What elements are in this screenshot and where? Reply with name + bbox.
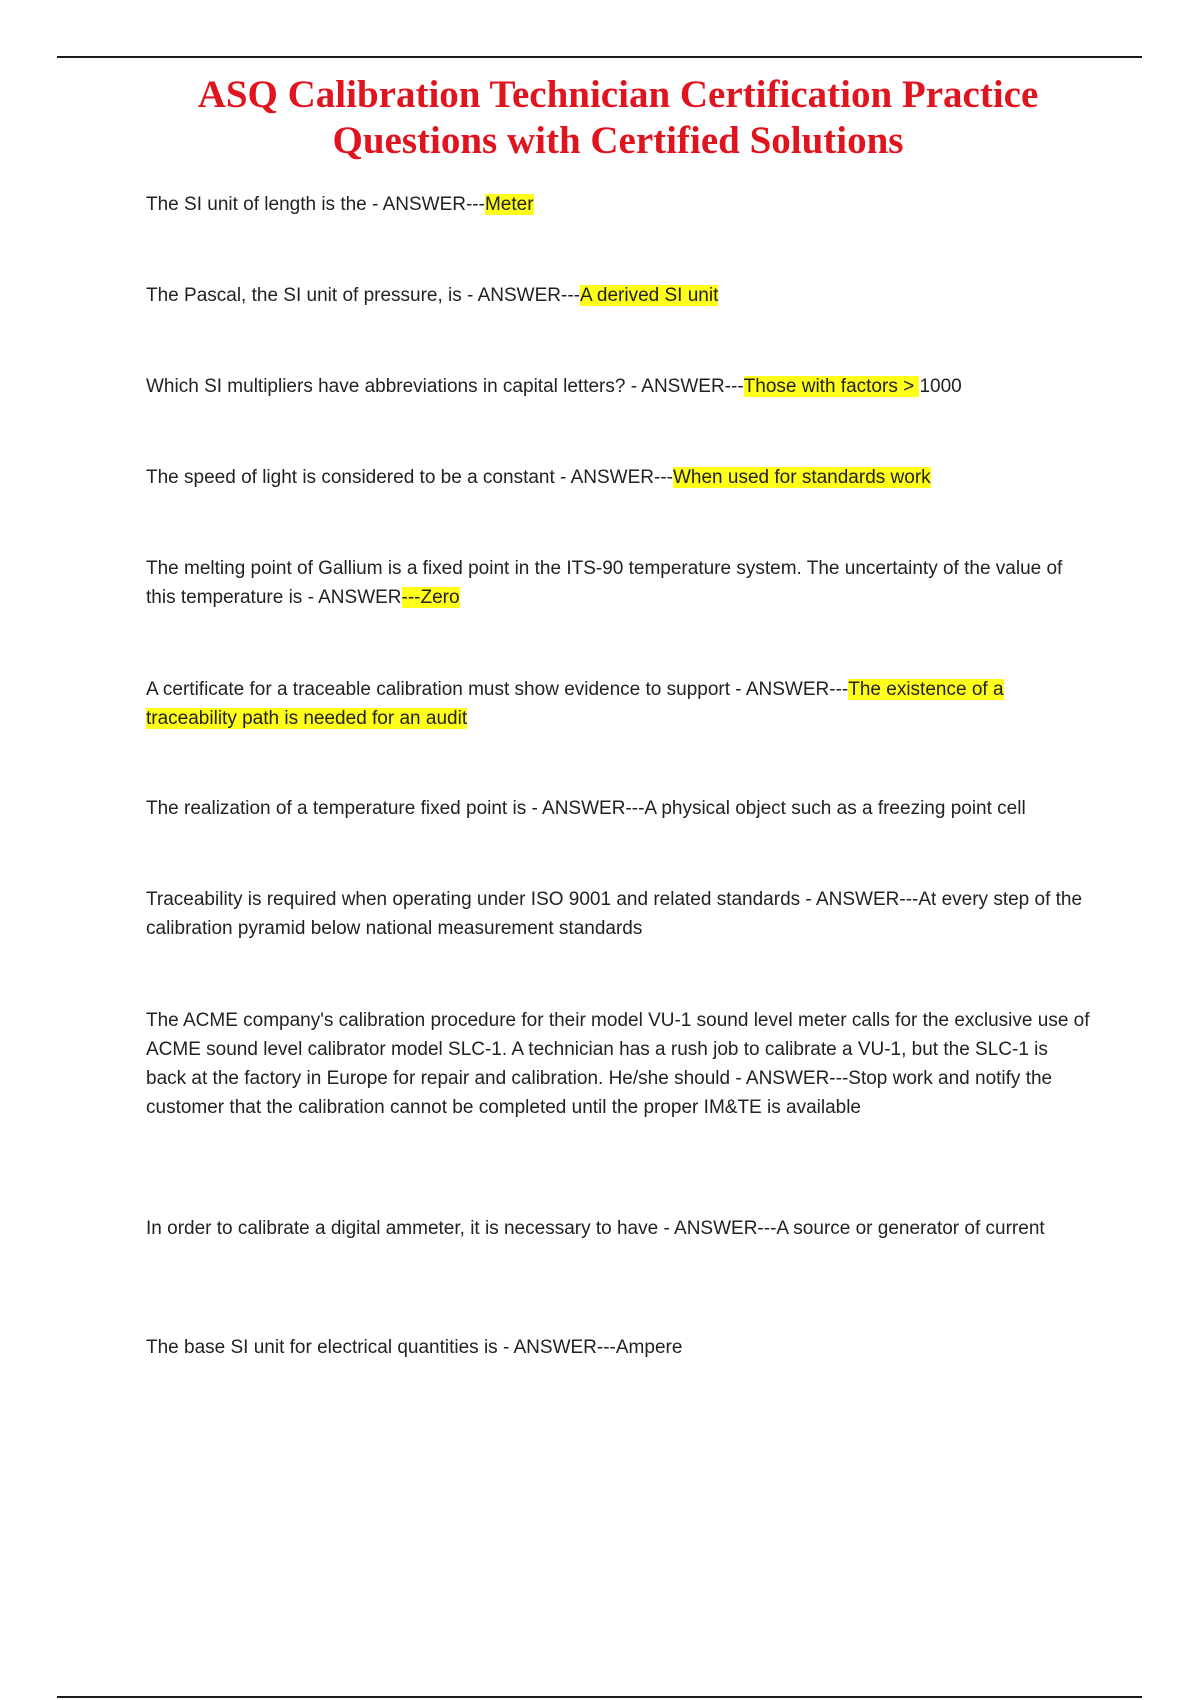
qa-item-4: [146, 463, 1091, 492]
qa-question: The melting point of Gallium is a fixed point in the ITS-90 temperature system. The uncertainty of the value of this temperature is - ANSWER: [146, 558, 1063, 608]
qa-question: Traceability is required when operating under ISO 9001 and related standards - ANSWER---At every step of the calibration pyramid below national measurement standards: [146, 889, 1083, 939]
document-title: [0, 72, 1200, 164]
qa-answer-highlight: The existence of a traceability path is needed for an audit: [146, 679, 1004, 729]
qa-question: Which SI multipliers have abbreviations in capital letters? - ANSWER---: [146, 376, 744, 397]
qa-answer-highlight: Meter: [484, 194, 534, 215]
qa-question: The base SI unit for electrical quantities is - ANSWER---Ampere: [146, 1337, 683, 1358]
qa-item-6: [146, 675, 1091, 733]
qa-answer-highlight: Those with factors >: [743, 376, 920, 397]
qa-answer-plain: 1000: [919, 376, 962, 397]
qa-item-2: [146, 281, 1091, 310]
qa-question: The Pascal, the SI unit of pressure, is - ANSWER---: [146, 285, 580, 306]
qa-item-3: [146, 372, 1091, 401]
qa-item-1: [146, 190, 1091, 219]
title-line-1: ASQ Calibration Technician Certification Practice: [197, 73, 1039, 116]
qa-item-11: [146, 1333, 1091, 1362]
qa-item-10: [146, 1214, 1091, 1243]
qa-question: The SI unit of length is the - ANSWER---: [146, 194, 485, 215]
qa-question: A certificate for a traceable calibration must show evidence to support - ANSWER---: [146, 679, 849, 700]
qa-question: The speed of light is considered to be a constant - ANSWER---: [146, 467, 673, 488]
title-line-2: Questions with Certified Solutions: [332, 119, 904, 162]
qa-item-8: [146, 885, 1091, 943]
qa-answer-highlight: A derived SI unit: [579, 285, 719, 306]
qa-item-7: [146, 794, 1091, 823]
top-rule: [57, 56, 1142, 58]
qa-answer-highlight: When used for standards work: [672, 467, 931, 488]
qa-answer-highlight: ---Zero: [401, 587, 460, 608]
bottom-rule: [57, 1696, 1142, 1698]
qa-question: In order to calibrate a digital ammeter, it is necessary to have - ANSWER---A source or generator of current: [146, 1218, 1045, 1239]
qa-item-9: [146, 1006, 1091, 1122]
qa-question: The ACME company's calibration procedure for their model VU-1 sound level meter calls for the exclusive use of ACME sound level calibrator model SLC-1. A technician has a rush job to calibrate a VU-1, but the SLC-1 is back at the factory in Europe for repair and calibration. He/she should - ANSWER---Stop work and notify the customer that the calibration cannot be completed until the proper IM&TE is available: [146, 1010, 1090, 1118]
qa-question: The realization of a temperature fixed point is - ANSWER---A physical object such as a freezing point cell: [146, 798, 1026, 819]
qa-item-5: [146, 554, 1091, 612]
